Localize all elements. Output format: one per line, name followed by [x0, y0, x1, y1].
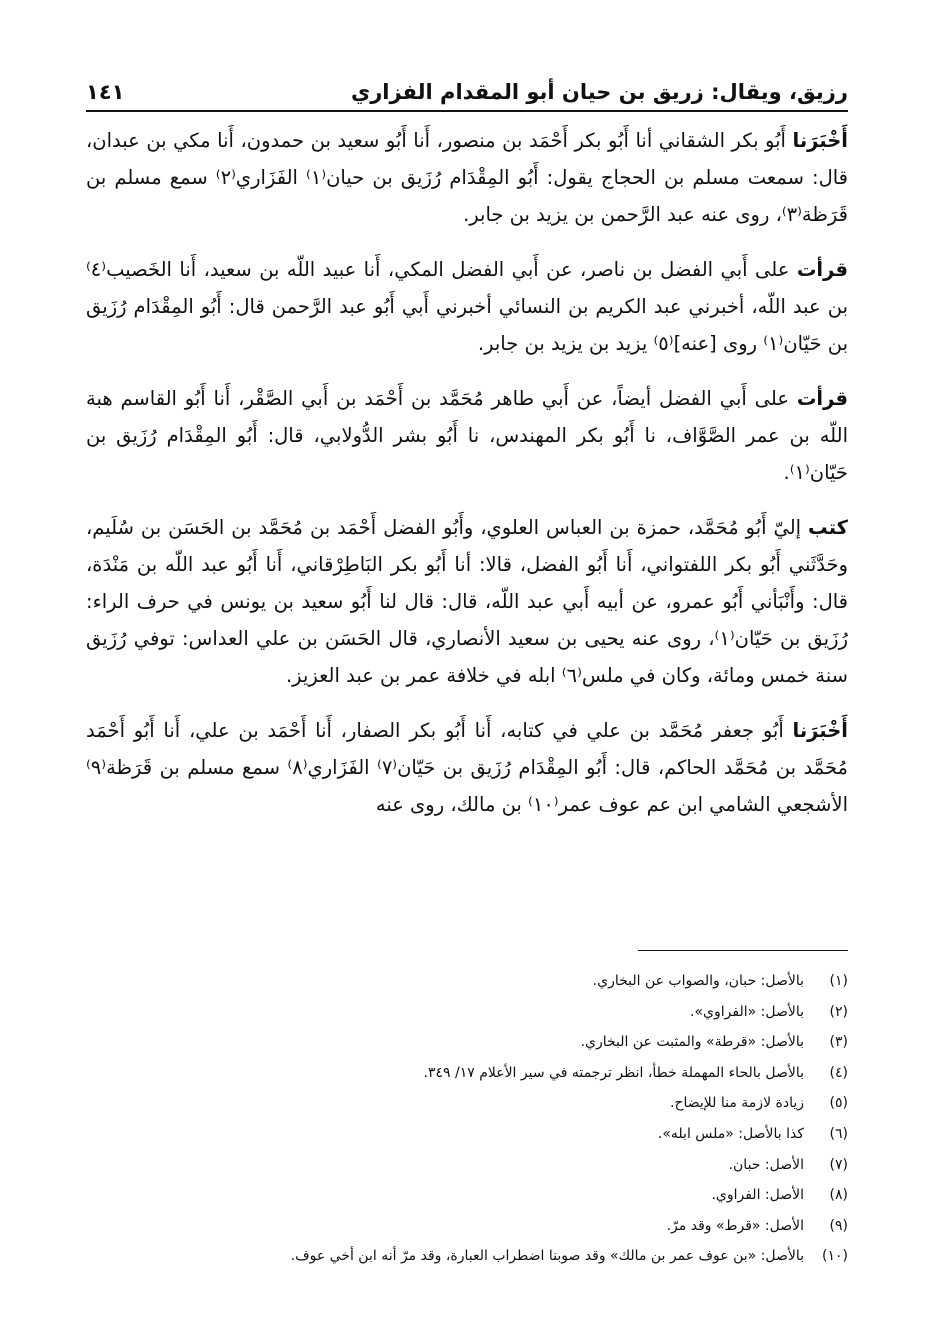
footnote-text: بالأصل: حبان، والصواب عن البخاري.	[592, 973, 804, 989]
footnote	[86, 1150, 848, 1181]
footnote-text: بالأصل: «بن عوف عمر بن مالك» وقد صوبنا اضطراب العبارة، وقد مرّ أنه ابن أخي عوف.	[290, 1248, 804, 1265]
footnote	[86, 1241, 848, 1272]
footnote	[86, 1119, 848, 1150]
footnote	[86, 1058, 848, 1089]
main-text	[86, 122, 848, 841]
running-header	[86, 64, 848, 112]
footnote-number: (٩)	[829, 1217, 848, 1234]
footnote-text: الأصل: «قرط» وقد مرّ.	[666, 1217, 804, 1234]
footnote-number: (٥)	[829, 1095, 848, 1112]
footnote	[86, 1027, 848, 1058]
footnote-number: (١)	[829, 973, 848, 989]
paragraph	[86, 251, 848, 362]
paragraph	[86, 712, 848, 823]
paragraph-text: على أَبي الفضل أيضاً، عن أَبي طاهر مُحَمَّد بن أَحْمَد بن أَبي الصَّقْر، أَنا أَبُو القاسم هبة اللّه بن عمر الصَّوَّاف، نا أَبُو بكر المهندس، نا أَبُو بشر الدُّولابي، قال: أَبُو المِقْدَام رُزَيق بن حَيّان⁽١⁾.	[86, 387, 848, 484]
footnote	[86, 1088, 848, 1119]
footnote-divider	[638, 950, 848, 951]
footnote	[86, 1211, 848, 1242]
paragraph-text: أَبُو بكر الشقاني أنا أَبُو بكر أَحْمَد بن منصور، أَنا أَبُو سعيد بن حمدون، أَنا مكي بن عبدان، قال: سمعت مسلم بن الحجاج يقول: أَبُو المِقْدَام رُزَيق بن حيان⁽١⁾ الفَزَاري⁽٢⁾ سمع مسلم بن قَرَظة⁽٣⁾، روى عنه عبد الرَّحمن بن يزيد بن جابر.	[86, 129, 848, 226]
header-title: رزيق، ويقال: زريق بن حيان أبو المقدام الفزاري	[350, 80, 848, 104]
footnote-text: بالأصل: «الفراوي».	[690, 1003, 804, 1020]
paragraph-lead: كتب	[808, 516, 848, 539]
paragraph	[86, 122, 848, 233]
footnote	[86, 1180, 848, 1211]
page-number: ١٤١	[86, 80, 125, 104]
paragraph-lead: أَخْبَرَنا	[792, 129, 848, 152]
footnote-text: كذا بالأصل: «ملس ابله».	[657, 1125, 804, 1142]
footnote-number: (٢)	[829, 1003, 848, 1020]
footnote-number: (٤)	[829, 1064, 848, 1081]
footnote-text: بالأصل: «قرطة» والمثبت عن البخاري.	[580, 1034, 804, 1051]
footnotes	[86, 966, 848, 1272]
paragraph-text: أَبُو جعفر مُحَمَّد بن علي في كتابه، أَنا أَبُو بكر الصفار، أَنا أَحْمَد بن علي، أَنا أَبُو أَحْمَد مُحَمَّد بن مُحَمَّد الحاكم، قال: أَبُو المِقْدَام رُزَيق بن حَيّان⁽٧⁾ الفَزَاري⁽٨⁾ سمع مسلم بن قَرَظة⁽٩⁾ الأشجعي الشامي ابن عم عوف عمر⁽١٠⁾ بن مالك، روى عنه	[86, 719, 848, 816]
paragraph	[86, 509, 848, 694]
footnote-text: الأصل: حبان.	[728, 1156, 804, 1173]
footnote	[86, 966, 848, 997]
footnote-number: (٣)	[829, 1034, 848, 1051]
paragraph	[86, 380, 848, 491]
footnote-text: بالأصل بالحاء المهملة خطأ، انظر ترجمته في سير الأعلام ١٧/ ٣٤٩.	[423, 1064, 804, 1081]
footnote-number: (٦)	[829, 1125, 848, 1142]
paragraph-lead: أَخْبَرَنا	[792, 719, 848, 742]
footnote-number: (٨)	[829, 1187, 848, 1204]
paragraph-text: إليّ أَبُو مُحَمَّد، حمزة بن العباس العلوي، وأَبُو الفضل أَحْمَد بن مُحَمَّد بن الحَسَن بن سُلَيم، وحَدَّثَني أَبُو بكر اللفتواني، أَنا أَبُو الفضل، قالا: أنا أَبُو بكر البَاطِرْقاني، أَنا أَبُو عبد اللّه بن مَنْدَة، قال: وأَنْبَأني أَبُو عمرو، عن أبيه أَبي عبد اللّه، قال: قال لنا أَبُو سعيد بن يونس في حرف الراء: رُزَيق بن حَيّان⁽١⁾، روى عنه يحيى بن سعيد الأنصاري، قال الحَسَن بن علي العداس: توفي رُزَيق سنة خمس ومائة، وكان في ملس⁽٦⁾ ابله في خلافة عمر بن عبد العزيز.	[86, 516, 848, 687]
footnote-number: (١٠)	[822, 1248, 848, 1265]
footnote	[86, 997, 848, 1028]
footnote-text: زيادة لازمة منا للإيضاح.	[670, 1095, 804, 1112]
footnote-text: الأصل: الفراوي.	[711, 1187, 804, 1204]
paragraph-lead: قرأت	[796, 387, 848, 410]
paragraph-lead: قرأت	[796, 258, 848, 281]
footnote-number: (٧)	[829, 1156, 848, 1173]
paragraph-text: على أَبي الفضل بن ناصر، عن أَبي الفضل المكي، أَنا عبيد اللّه بن سعيد، أَنا الخَصيب⁽٤⁾ بن عبد اللّه، أخبرني عبد الكريم بن النسائي أخبرني أَبي أَبُو عبد الرَّحمن قال: أَبُو المِقْدَام رُزَيق بن حَيّان⁽١⁾ روى [عنه]⁽٥⁾ يزيد بن يزيد بن جابر.	[86, 258, 848, 355]
